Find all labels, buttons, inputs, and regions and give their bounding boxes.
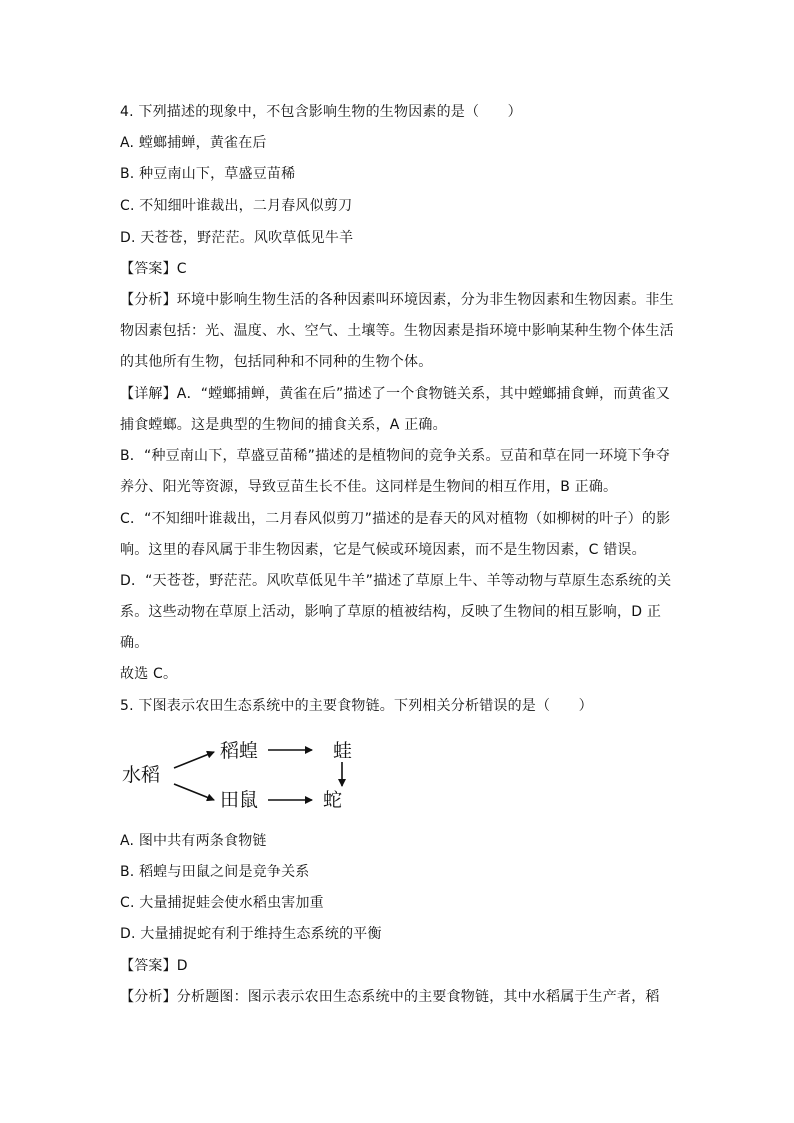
q4-detail-line: D．“天苍苍，野茫茫。风吹草低见牛羊”描述了草原上牛、羊等动物与草原生态系统的关 — [120, 573, 672, 589]
q5-answer: 【答案】D — [120, 958, 188, 974]
node-locust: 稻蝗 — [220, 740, 259, 762]
q4-detail-line: 系。这些动物在草原上活动，影响了草原的植被结构，反映了生物间的相互影响，D 正 — [120, 604, 662, 620]
node-frog: 蛙 — [333, 740, 353, 762]
food-web-svg — [120, 728, 380, 818]
q5-option-b: B. 稻蝗与田鼠之间是竞争关系 — [120, 864, 310, 880]
q4-conclusion: 故选 C。 — [120, 666, 178, 682]
q4-analysis-line: 【分析】环境中影响生物生活的各种因素叫环境因素，分为非生物因素和生物因素。非生 — [120, 292, 674, 308]
q5-option-d: D. 大量捕捉蛇有利于维持生态系统的平衡 — [120, 926, 382, 942]
q5-stem: 5. 下图表示农田生态系统中的主要食物链。下列相关分析错误的是（ ） — [120, 698, 593, 714]
q4-detail-line: 养分、阳光等资源，导致豆苗生长不佳。这同样是生物间的相互作用，B 正确。 — [120, 479, 618, 495]
q4-detail-line: C．“不知细叶谁裁出，二月春风似剪刀”描述的是春天的风对植物（如柳树的叶子）的影 — [120, 511, 671, 527]
q4-detail-line: 捕食螳螂。这是典型的生物间的捕食关系，A 正确。 — [120, 417, 447, 433]
q4-option-d: D. 天苍苍，野茫茫。风吹草低见牛羊 — [120, 230, 354, 246]
q4-detail-line: B．“种豆南山下，草盛豆苗稀”描述的是植物间的竞争关系。豆苗和草在同一环境下争夺 — [120, 448, 671, 464]
q4-detail-line: 【详解】A．“螳螂捕蝉，黄雀在后”描述了一个食物链关系，其中螳螂捕食蝉，而黄雀又 — [120, 386, 671, 402]
q5-option-c: C. 大量捕捉蛙会使水稻虫害加重 — [120, 895, 324, 911]
q4-stem: 4. 下列描述的现象中，不包含影响生物的生物因素的是（ ） — [120, 104, 522, 120]
node-mouse: 田鼠 — [220, 789, 259, 811]
q4-analysis-line: 物因素包括：光、温度、水、空气、土壤等。生物因素是指环境中影响某种生物个体生活 — [120, 323, 674, 339]
arrow-rice-to-mouse — [174, 784, 214, 800]
arrow-rice-to-locust — [174, 752, 214, 768]
q4-option-b: B. 种豆南山下，草盛豆苗稀 — [120, 166, 296, 182]
q4-option-c: C. 不知细叶谁裁出，二月春风似剪刀 — [120, 198, 353, 214]
q4-detail-line: 响。这里的春风属于非生物因素，它是气候或环境因素，而不是生物因素，C 错误。 — [120, 542, 646, 558]
food-web-diagram — [120, 728, 380, 818]
q4-option-a: A. 螳螂捕蝉，黄雀在后 — [120, 135, 267, 151]
q4-answer: 【答案】C — [120, 261, 187, 277]
node-rice: 水稻 — [122, 764, 161, 786]
node-snake: 蛇 — [323, 789, 343, 811]
q4-analysis-line: 的其他所有生物，包括同种和不同种的生物个体。 — [120, 354, 433, 370]
q5-analysis-line: 【分析】分析题图：图示表示农田生态系统中的主要食物链，其中水稻属于生产者，稻 — [120, 989, 660, 1005]
q5-option-a: A. 图中共有两条食物链 — [120, 833, 267, 849]
q4-detail-line: 确。 — [120, 635, 149, 651]
